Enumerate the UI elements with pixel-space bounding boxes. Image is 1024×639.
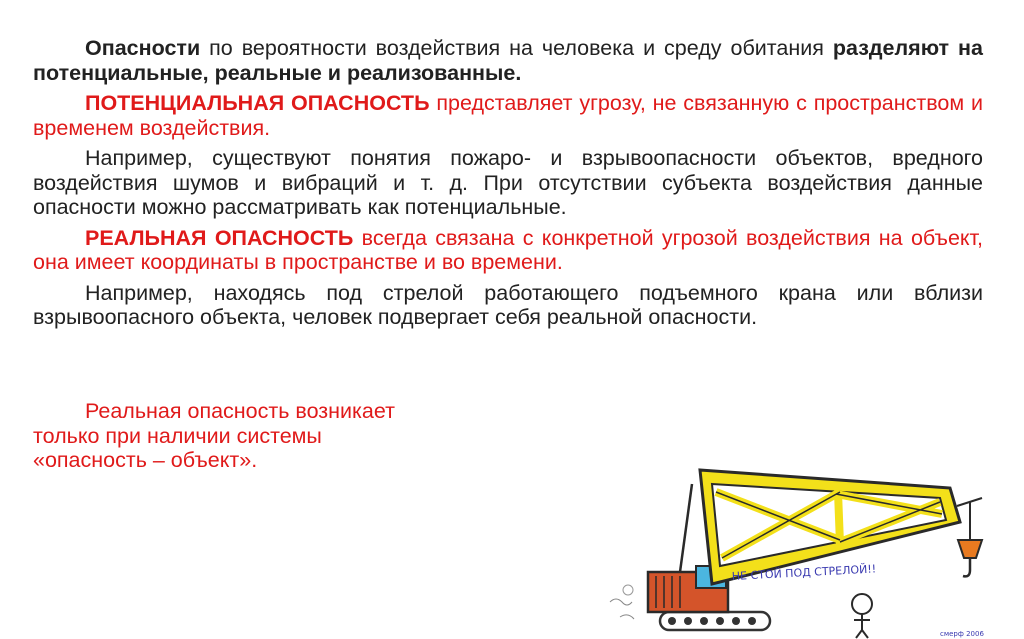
- crane-credit: смерф 2006: [940, 630, 984, 638]
- ground-scribble: [610, 599, 632, 605]
- ground-scribble: [623, 585, 633, 595]
- paragraph-text: представляет угрозу, не связанную с пространством и временем воздействия.: [33, 91, 983, 140]
- ground-scribble: [620, 615, 634, 619]
- paragraph-real-example: [33, 281, 983, 330]
- paragraph-real-hazard: [33, 226, 983, 275]
- paragraph-hazard-classification: [33, 36, 983, 85]
- person-head: [852, 594, 872, 614]
- paragraph-text: Например, существуют понятия пожаро- и взрывоопасности объектов, вредного воздействия шумов и вибраций и т. д. При отсутствии субъекта воздействия данные опасности можно рассматривать как потенциальные.: [33, 146, 983, 219]
- crane-mast: [680, 484, 692, 572]
- term-real-hazard: РЕАЛЬНАЯ ОПАСНОСТЬ: [85, 225, 354, 250]
- hook-block: [958, 540, 982, 558]
- paragraph-text: всегда связана с конкретной угрозой воздействия на объект, она имеет координаты в пространстве и во времени.: [33, 225, 983, 274]
- paragraph-potential-example: [33, 146, 983, 220]
- person-figure: [854, 614, 870, 638]
- note-line: Реальная опасность возникает: [85, 399, 395, 423]
- term-hazards: Опасности: [85, 36, 201, 60]
- crane-caption: НЕ СТОЙ ПОД СТРЕЛОЙ!!: [731, 562, 877, 583]
- crane-illustration: [600, 462, 1010, 639]
- term-potential-hazard: ПОТЕНЦИАЛЬНАЯ ОПАСНОСТЬ: [85, 91, 430, 115]
- paragraph-text: по вероятности воздействия на человека и среду обитания: [200, 36, 833, 60]
- note-line: «опасность – объект».: [33, 448, 258, 472]
- note-line: только при наличии системы: [33, 423, 322, 448]
- classification-statement: разделяют на потенциальные, реальные и реализованные.: [33, 36, 983, 85]
- hook-icon: [963, 558, 970, 576]
- paragraph-system-note: [33, 399, 503, 473]
- paragraph-potential-hazard: [33, 91, 983, 140]
- paragraph-text: Например, находясь под стрелой работающего подъемного крана или вблизи взрывоопасного объекта, человек подвергает себя реальной опасности.: [33, 280, 983, 329]
- main-text: [33, 36, 983, 336]
